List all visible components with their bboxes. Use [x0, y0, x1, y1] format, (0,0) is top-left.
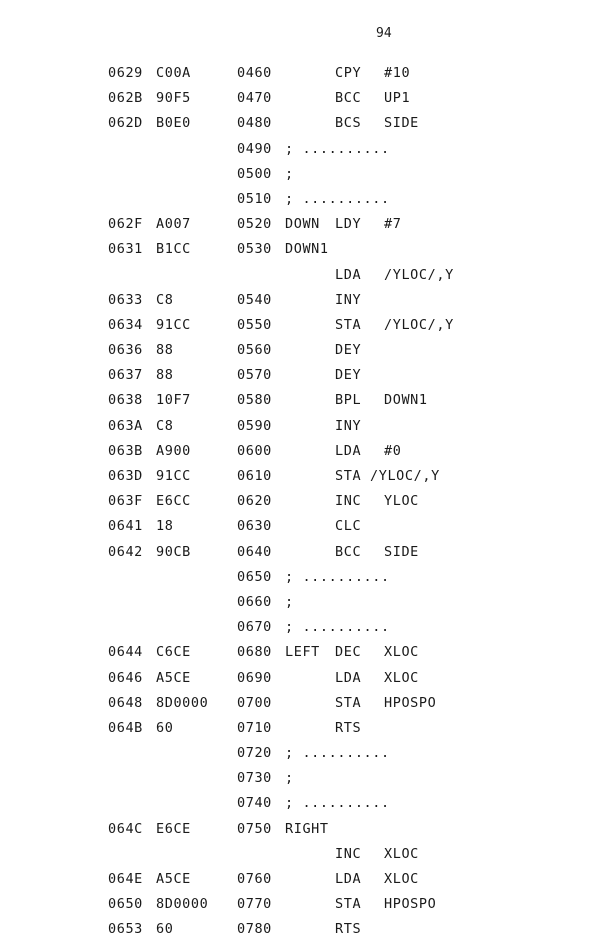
listing-line	[0, 518, 600, 543]
opcode: CPY	[335, 65, 362, 81]
object-code: 10F7	[156, 392, 191, 409]
object-code: B1CC	[156, 241, 191, 258]
memory-address: 064E	[108, 871, 143, 887]
object-code: 18	[156, 518, 174, 535]
listing-line	[0, 468, 600, 493]
opcode: LDA	[335, 266, 362, 283]
listing-line	[0, 292, 600, 317]
opcode: INC	[335, 845, 362, 862]
listing-line	[0, 342, 600, 367]
operand: HPOSPO	[384, 694, 437, 711]
object-code: 91CC	[156, 468, 191, 484]
listing-line	[0, 871, 600, 896]
listing-line	[0, 418, 600, 443]
opcode: INC	[335, 493, 362, 510]
opcode: LDY	[335, 216, 362, 233]
opcode: LDA	[335, 442, 362, 459]
line-number: 0580	[237, 392, 272, 409]
comment: ; ..........	[285, 619, 390, 636]
line-number: 0650	[237, 568, 272, 585]
line-number: 0590	[237, 417, 272, 434]
listing-line	[0, 896, 600, 921]
memory-address: 0634	[108, 316, 143, 333]
operand: XLOC	[384, 871, 419, 887]
line-number: 0640	[237, 543, 272, 560]
operand: DOWN1	[384, 392, 428, 409]
listing-line	[0, 317, 600, 342]
opcode: RTS	[335, 719, 362, 736]
line-number: 0570	[237, 367, 272, 384]
line-number: 0480	[237, 115, 272, 132]
operand: UP1	[384, 90, 411, 107]
listing-line	[0, 90, 600, 115]
line-number: 0670	[237, 619, 272, 636]
opcode: DEY	[335, 342, 362, 359]
listing-line	[0, 770, 600, 795]
listing-line	[0, 166, 600, 191]
object-code: 88	[156, 367, 174, 384]
comment: ; ..........	[285, 795, 390, 812]
opcode: BPL	[335, 392, 362, 409]
comment: ; ..........	[285, 568, 390, 585]
opcode: INY	[335, 417, 362, 434]
object-code: 90F5	[156, 90, 191, 107]
listing-line	[0, 65, 600, 90]
listing-line	[0, 544, 600, 569]
listing-line	[0, 241, 600, 266]
object-code: 60	[156, 719, 174, 736]
memory-address: 0636	[108, 342, 143, 359]
object-code: C6CE	[156, 644, 191, 661]
line-number: 0520	[237, 216, 272, 233]
listing-line	[0, 795, 600, 820]
listing-line	[0, 594, 600, 619]
listing-line	[0, 115, 600, 140]
memory-address: 063B	[108, 442, 143, 459]
object-code: A5CE	[156, 669, 191, 686]
memory-address: 062F	[108, 216, 143, 233]
listing-line	[0, 644, 600, 669]
memory-address: 062D	[108, 115, 143, 132]
listing-line	[0, 695, 600, 720]
opcode: STA	[335, 468, 362, 484]
opcode: STA	[335, 316, 362, 333]
listing-line	[0, 720, 600, 745]
page-number: 94	[376, 26, 392, 41]
object-code: 90CB	[156, 543, 191, 560]
listing-line	[0, 619, 600, 644]
operand: HPOSPO	[384, 896, 437, 913]
object-code: C8	[156, 417, 174, 434]
opcode: BCS	[335, 115, 362, 132]
memory-address: 0653	[108, 921, 143, 938]
object-code: 60	[156, 921, 174, 938]
line-number: 0510	[237, 190, 272, 207]
assembly-listing	[0, 65, 600, 947]
memory-address: 0650	[108, 896, 143, 913]
line-number: 0630	[237, 518, 272, 535]
opcode: LDA	[335, 871, 362, 887]
line-number: 0530	[237, 241, 272, 258]
memory-address: 063A	[108, 417, 143, 434]
line-number: 0460	[237, 65, 272, 81]
line-number: 0770	[237, 896, 272, 913]
label: DOWN1	[285, 241, 329, 258]
opcode: STA	[335, 694, 362, 711]
memory-address: 0646	[108, 669, 143, 686]
operand: #7	[384, 216, 402, 233]
listing-line	[0, 141, 600, 166]
listing-line	[0, 569, 600, 594]
object-code: 8D0000	[156, 694, 209, 711]
operand: YLOC	[384, 493, 419, 510]
memory-address: 0629	[108, 65, 143, 81]
comment: ; ..........	[285, 745, 390, 762]
line-number: 0620	[237, 493, 272, 510]
object-code: A900	[156, 442, 191, 459]
opcode: LDA	[335, 669, 362, 686]
opcode: CLC	[335, 518, 362, 535]
memory-address: 0641	[108, 518, 143, 535]
line-number: 0660	[237, 593, 272, 610]
comment: ;	[285, 770, 294, 787]
line-number: 0710	[237, 719, 272, 736]
line-number: 0700	[237, 694, 272, 711]
opcode: RTS	[335, 921, 362, 938]
operand: /YLOC/,Y	[384, 316, 454, 333]
line-number: 0490	[237, 140, 272, 157]
listing-line	[0, 443, 600, 468]
memory-address: 0648	[108, 694, 143, 711]
line-number: 0760	[237, 871, 272, 887]
line-number: 0780	[237, 921, 272, 938]
listing-line	[0, 216, 600, 241]
line-number: 0690	[237, 669, 272, 686]
object-code: A007	[156, 216, 191, 233]
operand: /YLOC/,Y	[370, 468, 440, 484]
memory-address: 064B	[108, 719, 143, 736]
line-number: 0730	[237, 770, 272, 787]
operand: SIDE	[384, 115, 419, 132]
memory-address: 062B	[108, 90, 143, 107]
opcode: INY	[335, 291, 362, 308]
memory-address: 0644	[108, 644, 143, 661]
operand: #10	[384, 65, 411, 81]
listing-line	[0, 745, 600, 770]
object-code: C00A	[156, 65, 191, 81]
object-code: 8D0000	[156, 896, 209, 913]
memory-address: 0637	[108, 367, 143, 384]
comment: ;	[285, 593, 294, 610]
memory-address: 0642	[108, 543, 143, 560]
label: RIGHT	[285, 820, 329, 837]
line-number: 0600	[237, 442, 272, 459]
object-code: A5CE	[156, 871, 191, 887]
line-number: 0540	[237, 291, 272, 308]
listing-line	[0, 921, 600, 946]
listing-line	[0, 367, 600, 392]
line-number: 0500	[237, 165, 272, 182]
object-code: E6CC	[156, 493, 191, 510]
listing-line	[0, 821, 600, 846]
operand: SIDE	[384, 543, 419, 560]
opcode: DEC	[335, 644, 362, 661]
object-code: 88	[156, 342, 174, 359]
opcode: STA	[335, 896, 362, 913]
listing-line	[0, 191, 600, 216]
memory-address: 063D	[108, 468, 143, 484]
object-code: 91CC	[156, 316, 191, 333]
listing-line	[0, 267, 600, 292]
memory-address: 063F	[108, 493, 143, 510]
operand: #0	[384, 442, 402, 459]
operand: XLOC	[384, 644, 419, 661]
listing-line	[0, 846, 600, 871]
comment: ; ..........	[285, 190, 390, 207]
listing-line	[0, 392, 600, 417]
line-number: 0560	[237, 342, 272, 359]
listing-line	[0, 670, 600, 695]
operand: XLOC	[384, 669, 419, 686]
listing-line	[0, 493, 600, 518]
line-number: 0470	[237, 90, 272, 107]
memory-address: 0638	[108, 392, 143, 409]
object-code: C8	[156, 291, 174, 308]
memory-address: 0633	[108, 291, 143, 308]
comment: ; ..........	[285, 140, 390, 157]
line-number: 0550	[237, 316, 272, 333]
object-code: B0E0	[156, 115, 191, 132]
memory-address: 0631	[108, 241, 143, 258]
line-number: 0750	[237, 820, 272, 837]
label: DOWN	[285, 216, 320, 233]
opcode: DEY	[335, 367, 362, 384]
operand: XLOC	[384, 845, 419, 862]
memory-address: 064C	[108, 820, 143, 837]
operand: /YLOC/,Y	[384, 266, 454, 283]
opcode: BCC	[335, 543, 362, 560]
line-number: 0740	[237, 795, 272, 812]
label: LEFT	[285, 644, 320, 661]
line-number: 0610	[237, 468, 272, 484]
opcode: BCC	[335, 90, 362, 107]
line-number: 0680	[237, 644, 272, 661]
comment: ;	[285, 165, 294, 182]
line-number: 0720	[237, 745, 272, 762]
object-code: E6CE	[156, 820, 191, 837]
